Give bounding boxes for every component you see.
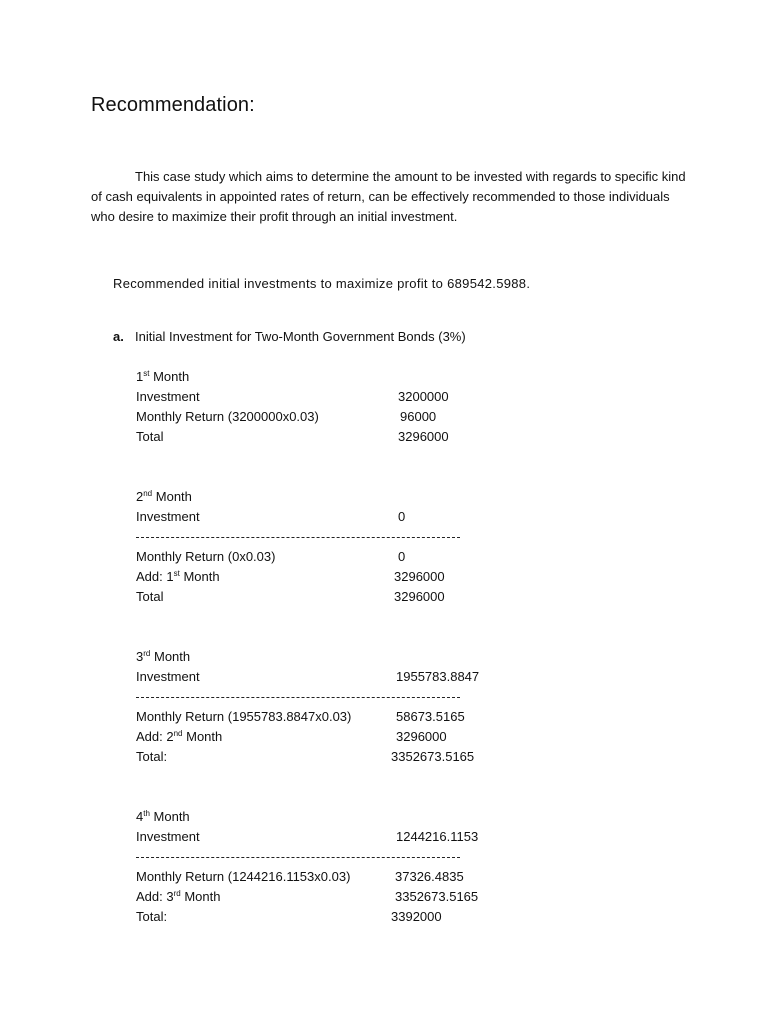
divider-rule — [136, 857, 460, 858]
investment-label: Investment — [136, 669, 200, 684]
intro-line: This case study which aims to determine the amount to be invested with regards to specific kind — [135, 169, 686, 184]
add-previous-value: 3296000 — [396, 729, 447, 744]
total-label: Total: — [136, 909, 168, 924]
total-value: 3392000 — [391, 909, 442, 924]
investment-label: Investment — [136, 829, 200, 844]
total-label: Total — [136, 429, 164, 444]
divider-rule — [136, 537, 460, 538]
monthly-return-value: 96000 — [400, 409, 437, 424]
monthly-return-value: 58673.5165 — [396, 709, 465, 724]
monthly-return-label: Monthly Return (1955783.8847x0.03) — [136, 709, 352, 724]
total-value: 3296000 — [394, 589, 445, 604]
intro-line: of cash equivalents in appointed rates of return, can be effectively recommended to those individuals — [91, 189, 670, 204]
total-value: 3296000 — [398, 429, 449, 444]
item-title: Initial Investment for Two-Month Government Bonds (3%) — [135, 329, 466, 344]
investment-value: 3200000 — [398, 389, 449, 404]
add-previous-label: Add: 1st Month — [136, 569, 220, 584]
investment-item-heading — [113, 329, 466, 344]
month-heading: 3rd Month — [136, 649, 191, 664]
monthly-return-label: Monthly Return (3200000x0.03) — [136, 409, 319, 424]
add-previous-value: 3352673.5165 — [395, 889, 479, 904]
add-previous-label: Add: 3rd Month — [136, 889, 221, 904]
total-value: 3352673.5165 — [391, 749, 475, 764]
divider-rule — [136, 697, 460, 698]
monthly-return-label: Monthly Return (0x0.03) — [136, 549, 276, 564]
investment-value: 0 — [398, 509, 406, 524]
intro-line: who desire to maximize their profit through an initial investment. — [91, 209, 458, 224]
add-previous-label: Add: 2nd Month — [136, 729, 223, 744]
total-label: Total: — [136, 749, 168, 764]
list-marker: a. — [113, 329, 124, 344]
recommendation-statement: Recommended initial investments to maximize profit to 689542.5988. — [113, 276, 531, 291]
page-title: Recommendation: — [91, 94, 255, 116]
intro-paragraph — [91, 167, 691, 227]
add-previous-value: 3296000 — [394, 569, 445, 584]
month-heading: 1st Month — [136, 369, 190, 384]
total-label: Total — [136, 589, 164, 604]
investment-value: 1955783.8847 — [396, 669, 480, 684]
monthly-return-label: Monthly Return (1244216.1153x0.03) — [136, 869, 351, 884]
monthly-return-value: 0 — [398, 549, 406, 564]
month-heading: 4th Month — [136, 809, 190, 824]
investment-label: Investment — [136, 509, 200, 524]
month-heading: 2nd Month — [136, 489, 192, 504]
investment-value: 1244216.1153 — [396, 829, 479, 844]
monthly-return-value: 37326.4835 — [395, 869, 464, 884]
investment-label: Investment — [136, 389, 200, 404]
